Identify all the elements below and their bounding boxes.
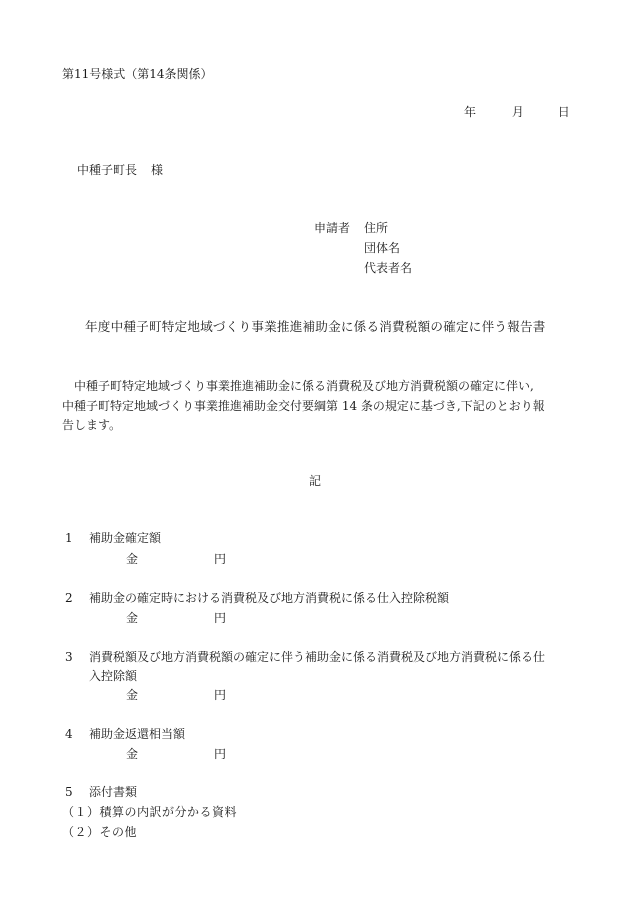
amount-prefix: 金 [126, 747, 139, 761]
document-title: 年度中種子町特定地域づくり事業推進補助金に係る消費税額の確定に伴う報告書 [85, 319, 546, 334]
item-label: 補助金の確定時における消費税及び地方消費税に係る仕入控除税額 [89, 591, 450, 605]
item-number: 3 [65, 650, 73, 664]
body-line: 告します。 [62, 418, 122, 432]
ki-heading: 記 [309, 474, 322, 488]
applicant-address-label: 住所 [364, 221, 389, 235]
amount-suffix: 円 [214, 747, 227, 761]
addressee [77, 164, 163, 176]
applicant-representative-label: 代表者名 [364, 261, 413, 275]
body-line: 中種子町特定地域づくり事業推進補助金交付要綱第 14 条の規定に基づき,下記のとおり報 [62, 398, 545, 413]
amount-suffix: 円 [214, 611, 227, 625]
amount-suffix: 円 [214, 688, 227, 702]
attachment-item: （１）積算の内訳が分かる資料 [62, 805, 238, 819]
body-paragraph [62, 377, 572, 436]
item-number: 2 [65, 591, 73, 605]
amount-suffix: 円 [214, 552, 227, 566]
form-number: 第11号様式（第14条関係） [62, 67, 213, 81]
item-label: 補助金返還相当額 [89, 727, 186, 741]
item-number: 5 [65, 785, 73, 799]
item-number: 4 [65, 727, 73, 741]
addressee-honorific: 様 [151, 163, 164, 177]
amount-prefix: 金 [126, 688, 139, 702]
date-line [464, 106, 570, 118]
body-line: 中種子町特定地域づくり事業推進補助金に係る消費税及び地方消費税額の確定に伴い, [62, 379, 534, 393]
amount-prefix: 金 [126, 552, 139, 566]
item-number: 1 [65, 531, 73, 545]
item-label: 添付書類 [89, 785, 138, 799]
item-label: 消費税額及び地方消費税額の確定に伴う補助金に係る消費税及び地方消費税に係る仕 [89, 650, 546, 664]
addressee-name: 中種子町長 [77, 163, 138, 177]
attachment-item: （２）その他 [62, 825, 138, 839]
date-day-label: 日 [557, 105, 570, 119]
date-year-label: 年 [464, 105, 477, 119]
item-label: 補助金確定額 [89, 531, 162, 545]
item-label-continued: 入控除額 [89, 669, 138, 683]
applicant-group-label: 団体名 [364, 241, 401, 255]
applicant-label: 申請者 [314, 221, 351, 235]
date-month-label: 月 [511, 105, 524, 119]
amount-prefix: 金 [126, 611, 139, 625]
